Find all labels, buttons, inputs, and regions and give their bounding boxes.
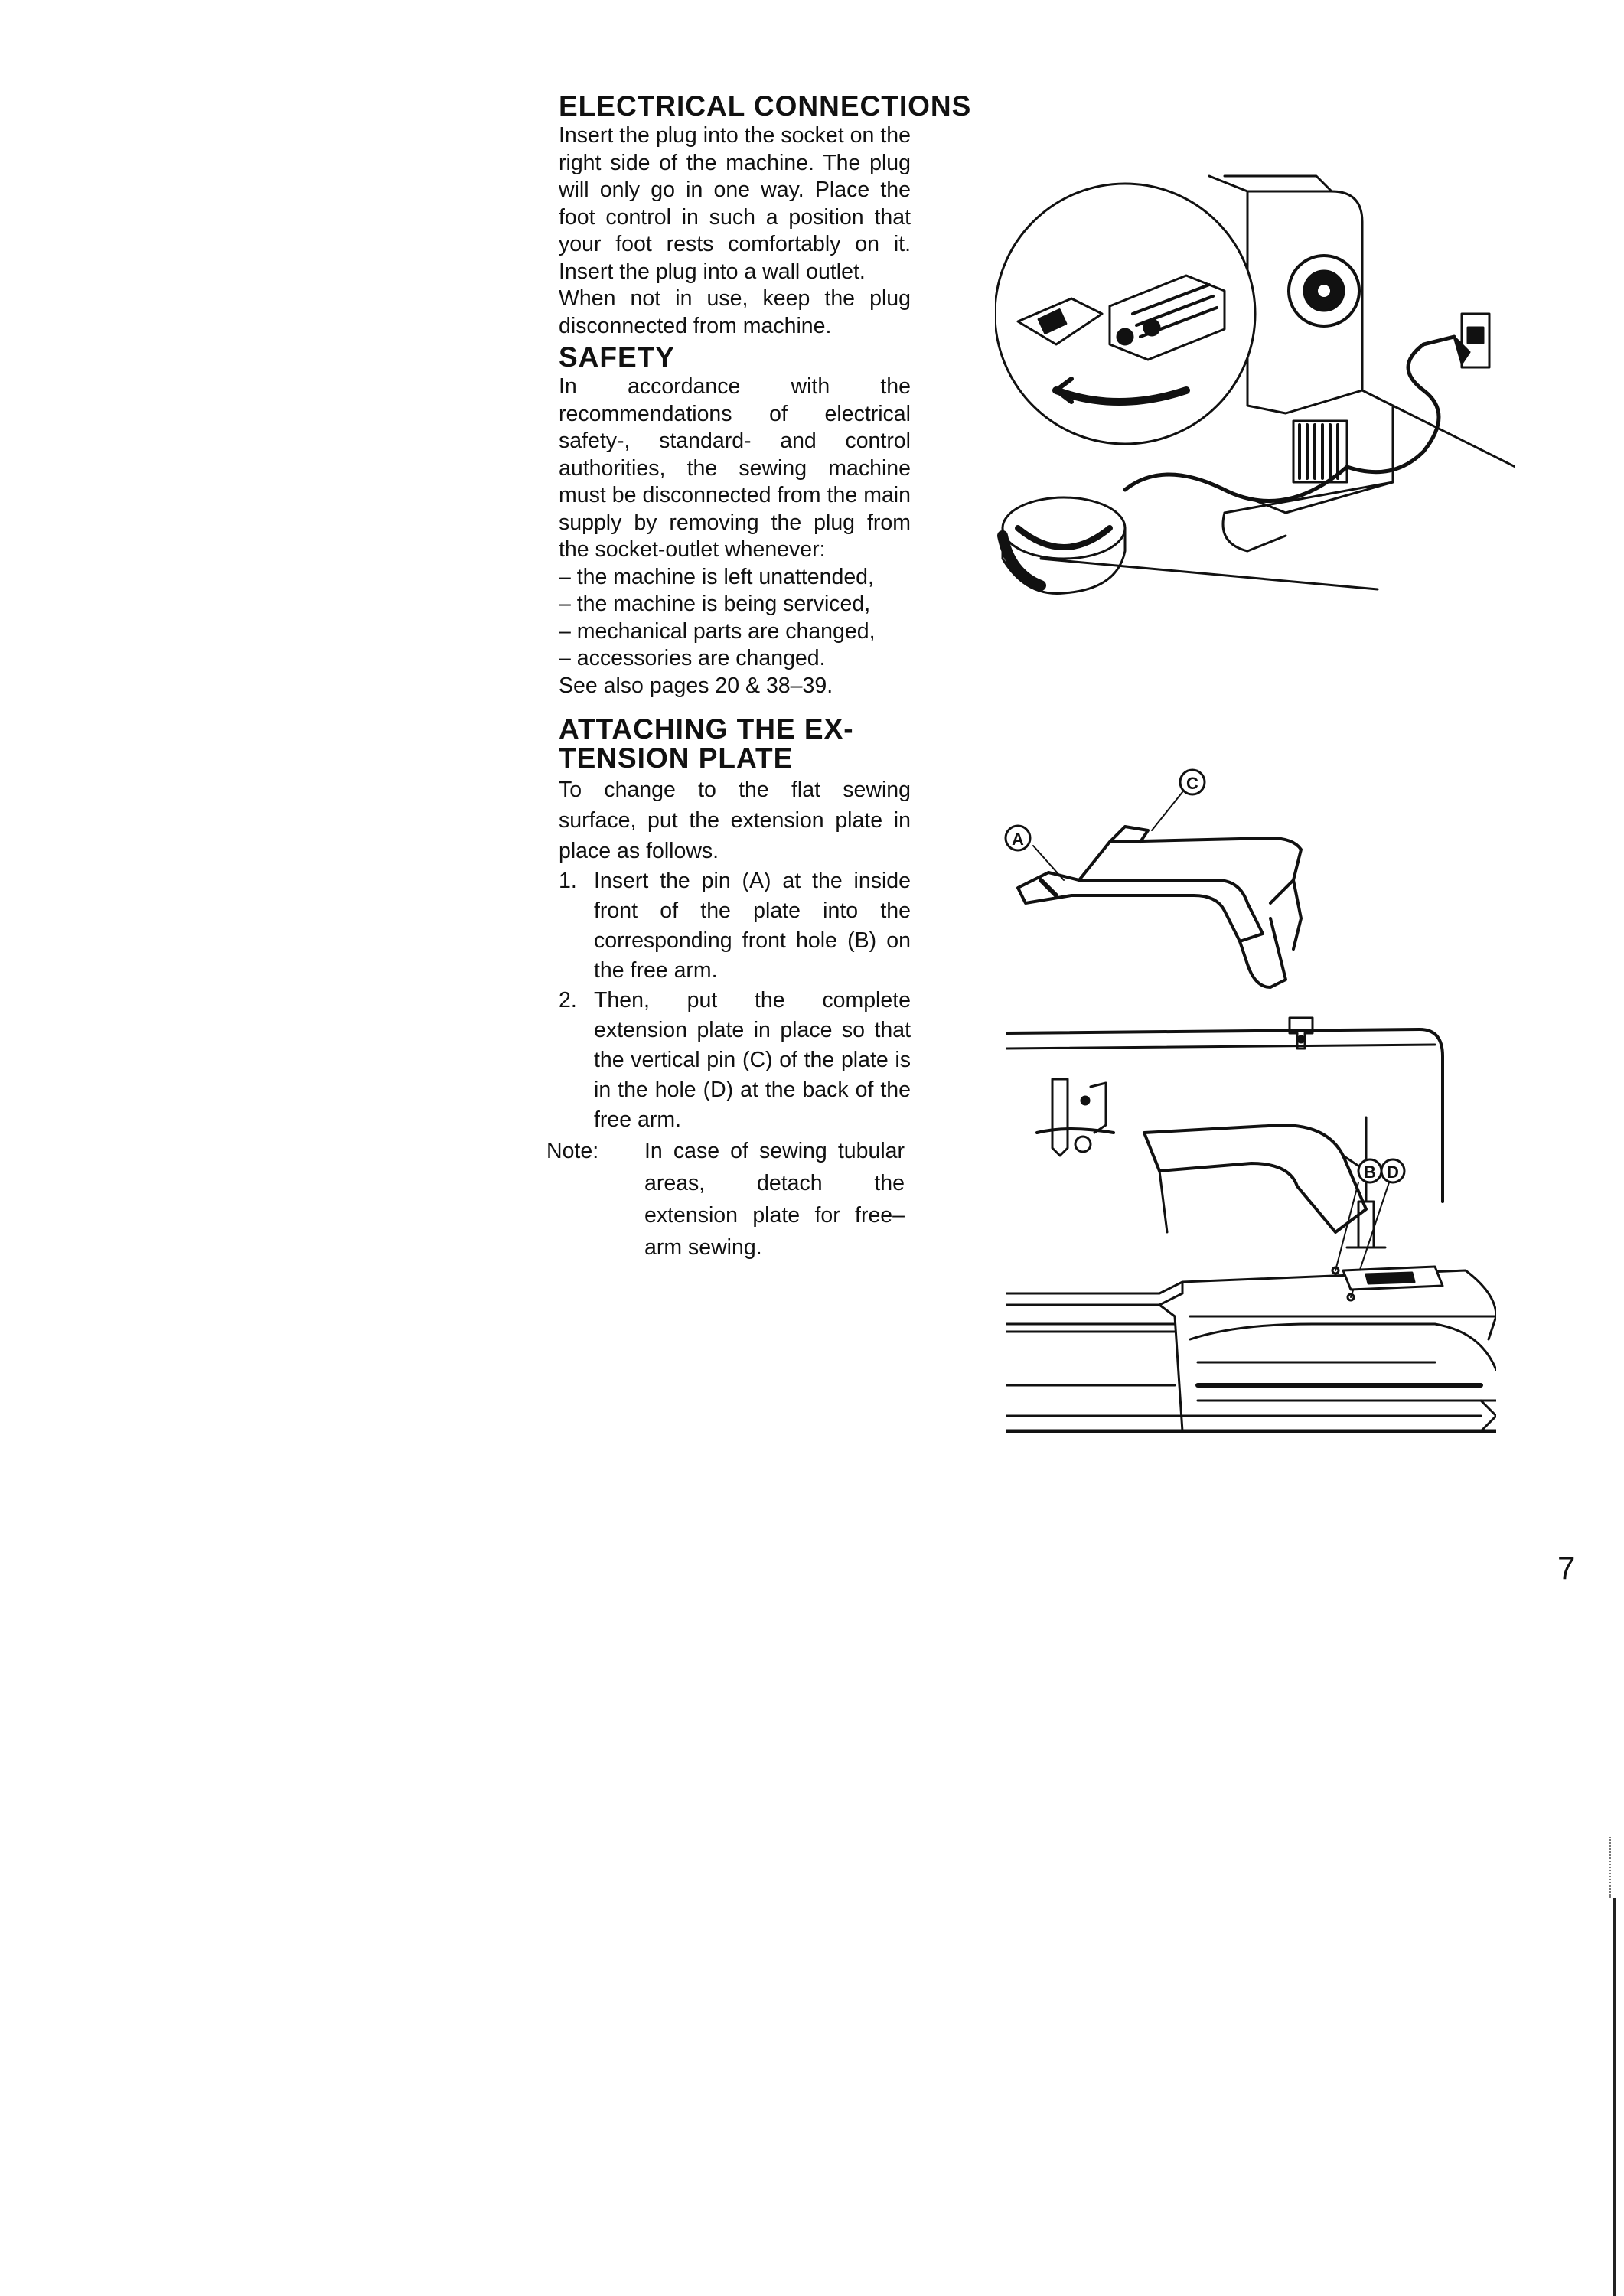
- electrical-body: Insert the plug into the socket on the right side of the machine. The plug will only go in one way. Place the foot control in such a position that your foot rests comfortably on it. Insert the plug into a wall outlet.: [559, 123, 911, 284]
- label-c: C: [1186, 774, 1198, 793]
- extension-heading-line1: ATTACHING THE EX-: [559, 713, 854, 745]
- note-label: Note:: [546, 1139, 599, 1163]
- list-item: – the machine is being serviced,: [559, 592, 871, 616]
- safety-body: In accordance with the recommendations of electrical safety-, standard- and control authorities, the sewing machine must be disconnected from the main supply by removing the plug from the socket-outlet whenever:: [559, 374, 911, 562]
- electrical-connection-illustration: [995, 161, 1515, 620]
- note: [546, 1135, 911, 1264]
- label-a: A: [1012, 830, 1024, 849]
- extension-plate-illustration: [995, 765, 1393, 995]
- safety-list: [559, 564, 911, 673]
- free-arm-machine-illustration: [1006, 1003, 1496, 1446]
- wall-outlet-icon: [1454, 314, 1489, 367]
- extension-heading-line2: TENSION PLATE: [559, 742, 794, 774]
- note-text: In case of sewing tubular areas, detach the extension plate for free–arm sewing.: [644, 1139, 905, 1260]
- step-1: [559, 866, 911, 986]
- step-text: Then, put the complete extension plate in place so that the vertical pin (C) of the plate is in the hole (D) at the back of the free arm.: [594, 988, 911, 1132]
- safety-see-also: See also pages 20 & 38–39.: [559, 673, 833, 698]
- list-item: – the machine is left unattended,: [559, 564, 874, 589]
- page-number: 7: [1557, 1550, 1576, 1586]
- step-text: Insert the pin (A) at the inside front of the plate into the corresponding front hole (B) on the free arm.: [594, 869, 911, 983]
- safety-heading: SAFETY: [559, 341, 675, 373]
- scan-edge-dots: [1609, 1837, 1613, 1898]
- electrical-heading: ELECTRICAL CONNECTIONS: [559, 90, 972, 122]
- extension-intro: To change to the flat sewing surface, put the extension plate in place as follows.: [559, 778, 911, 863]
- step-2: [559, 986, 911, 1135]
- text-column: [546, 90, 972, 1264]
- scan-edge-line: [1613, 1898, 1616, 2296]
- electrical-body-2: When not in use, keep the plug disconnected from machine.: [559, 286, 911, 338]
- list-item: – mechanical parts are changed,: [559, 618, 876, 644]
- label-b: B: [1364, 1163, 1376, 1182]
- foot-control-icon: [1003, 497, 1125, 593]
- step-number: 1.: [559, 869, 577, 893]
- step-number: 2.: [559, 988, 577, 1013]
- list-item: – accessories are changed.: [559, 646, 826, 670]
- label-d: D: [1387, 1163, 1399, 1182]
